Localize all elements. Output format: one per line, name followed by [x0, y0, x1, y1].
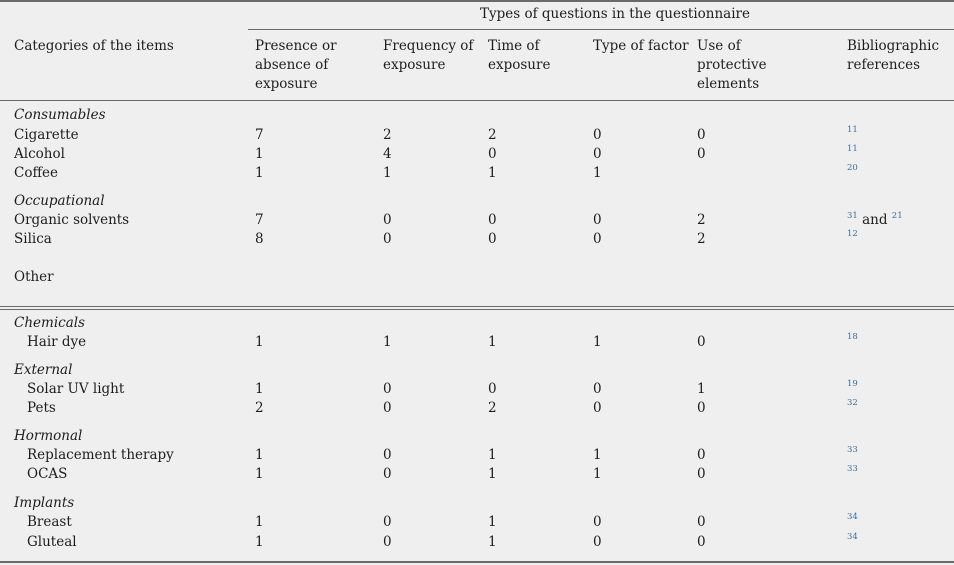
row-item-name: Solar UV light: [27, 381, 125, 397]
reference-link[interactable]: 32: [847, 398, 858, 408]
row-value-cell: 0: [593, 381, 602, 397]
row-value-cell: 2: [488, 400, 497, 416]
row-value-cell: 0: [697, 400, 706, 416]
row-item-name: Silica: [14, 231, 52, 247]
row-item-name: OCAS: [27, 466, 68, 482]
row-item-name: Breast: [27, 514, 72, 530]
row-value-cell: 0: [697, 534, 706, 550]
row-value-cell: 0: [697, 127, 706, 143]
row-value-cell: 0: [488, 146, 497, 162]
row-value-cell: 2: [488, 127, 497, 143]
group-header-rule: [248, 29, 954, 30]
reference-number[interactable]: 31: [847, 211, 858, 221]
row-item-name: Alcohol: [14, 146, 65, 162]
row-value-cell: 1: [255, 334, 264, 350]
row-value-cell: 8: [255, 231, 264, 247]
col-header-time-2: exposure: [488, 57, 551, 73]
group-label-chemicals: Chemicals: [14, 315, 85, 331]
col-header-frequency-2: exposure: [383, 57, 446, 73]
col-header-time-1: Time of: [488, 38, 540, 54]
reference-link[interactable]: 18: [847, 332, 858, 342]
table-top-rule: [0, 0, 954, 2]
row-value-cell: 4: [383, 146, 392, 162]
col-header-presence-1: Presence or: [255, 38, 337, 54]
col-header-protective-1: Use of: [697, 38, 741, 54]
row-value-cell: 0: [697, 466, 706, 482]
reference-link[interactable]: 11: [847, 125, 858, 135]
row-value-cell: 1: [255, 514, 264, 530]
row-value-cell: 1: [593, 466, 602, 482]
table-bottom-rule: [0, 561, 954, 563]
col-header-protective-3: elements: [697, 76, 760, 92]
section-divider-rule-2: [0, 309, 954, 310]
reference-number[interactable]: 21: [891, 211, 903, 221]
row-value-cell: 0: [697, 447, 706, 463]
row-value-cell: 1: [255, 381, 264, 397]
group-label-hormonal: Hormonal: [14, 428, 83, 444]
col-header-references-2: references: [847, 57, 921, 73]
row-value-cell: 0: [593, 231, 602, 247]
row-value-cell: 0: [383, 534, 392, 550]
row-value-cell: 0: [383, 466, 392, 482]
row-value-cell: 0: [593, 127, 602, 143]
col-header-type-of-factor: Type of factor: [593, 38, 689, 54]
row-value-cell: 0: [488, 381, 497, 397]
row-value-cell: 0: [383, 400, 392, 416]
row-value-cell: 1: [488, 334, 497, 350]
row-value-cell: 0: [593, 146, 602, 162]
row-item-name: Coffee: [14, 165, 59, 181]
reference-link[interactable]: 33: [847, 464, 858, 474]
section-divider-rule: [0, 306, 954, 307]
row-value-cell: 0: [383, 212, 392, 228]
row-value-cell: 0: [697, 514, 706, 530]
reference-link[interactable]: 33: [847, 445, 858, 455]
row-value-cell: 1: [488, 514, 497, 530]
reference-link[interactable]: [847, 211, 903, 228]
row-value-cell: 1: [255, 447, 264, 463]
row-value-cell: 0: [593, 514, 602, 530]
row-value-cell: 2: [697, 212, 706, 228]
group-label-external: External: [14, 362, 73, 378]
row-value-cell: 0: [593, 400, 602, 416]
row-item-name: Gluteal: [27, 534, 77, 550]
row-value-cell: 7: [255, 212, 264, 228]
row-item-name: Pets: [27, 400, 56, 416]
group-label-consumables: Consumables: [14, 107, 106, 123]
row-value-cell: 1: [255, 534, 264, 550]
col-header-presence-2: absence of: [255, 57, 329, 73]
reference-link[interactable]: 19: [847, 379, 858, 389]
row-value-cell: 1: [593, 334, 602, 350]
row-item-name: Cigarette: [14, 127, 79, 143]
row-value-cell: 1: [593, 447, 602, 463]
row-value-cell: 1: [255, 146, 264, 162]
header-bottom-rule: [0, 100, 954, 101]
row-value-cell: 0: [488, 212, 497, 228]
row-value-cell: 1: [488, 466, 497, 482]
reference-conjunction: and: [857, 212, 892, 228]
reference-link[interactable]: 11: [847, 144, 858, 154]
row-value-cell: 1: [488, 534, 497, 550]
row-value-cell: 1: [255, 466, 264, 482]
group-header: Types of questions in the questionnaire: [480, 6, 750, 22]
row-value-cell: 0: [593, 212, 602, 228]
row-value-cell: 0: [593, 534, 602, 550]
col-header-frequency-1: Frequency of: [383, 38, 474, 54]
row-value-cell: 7: [255, 127, 264, 143]
row-value-cell: 2: [697, 231, 706, 247]
row-value-cell: 1: [255, 165, 264, 181]
row-value-cell: 0: [383, 381, 392, 397]
group-label-implants: Implants: [14, 495, 75, 511]
reference-link[interactable]: 34: [847, 512, 858, 522]
row-value-cell: 0: [488, 231, 497, 247]
row-value-cell: 2: [255, 400, 264, 416]
row-value-cell: 0: [697, 146, 706, 162]
row-item-name: Replacement therapy: [27, 447, 174, 463]
row-item-name: Hair dye: [27, 334, 87, 350]
row-value-cell: 2: [383, 127, 392, 143]
row-value-cell: 1: [383, 165, 392, 181]
row-value-cell: 0: [697, 334, 706, 350]
reference-link[interactable]: 34: [847, 532, 858, 542]
row-value-cell: 0: [383, 447, 392, 463]
row-value-cell: 0: [383, 514, 392, 530]
row-item-name: Organic solvents: [14, 212, 130, 228]
col-header-protective-2: protective: [697, 57, 767, 73]
row-value-cell: 1: [488, 447, 497, 463]
reference-link[interactable]: 20: [847, 163, 858, 173]
col-header-categories: Categories of the items: [14, 38, 174, 54]
row-value-cell: 1: [593, 165, 602, 181]
row-value-cell: 1: [383, 334, 392, 350]
group-label-occupational: Occupational: [14, 193, 105, 209]
row-value-cell: 1: [697, 381, 706, 397]
col-header-references-1: Bibliographic: [847, 38, 940, 54]
group-label-other: Other: [14, 269, 54, 285]
reference-link[interactable]: 12: [847, 229, 858, 239]
col-header-presence-3: exposure: [255, 76, 318, 92]
row-value-cell: 1: [488, 165, 497, 181]
row-value-cell: 0: [383, 231, 392, 247]
